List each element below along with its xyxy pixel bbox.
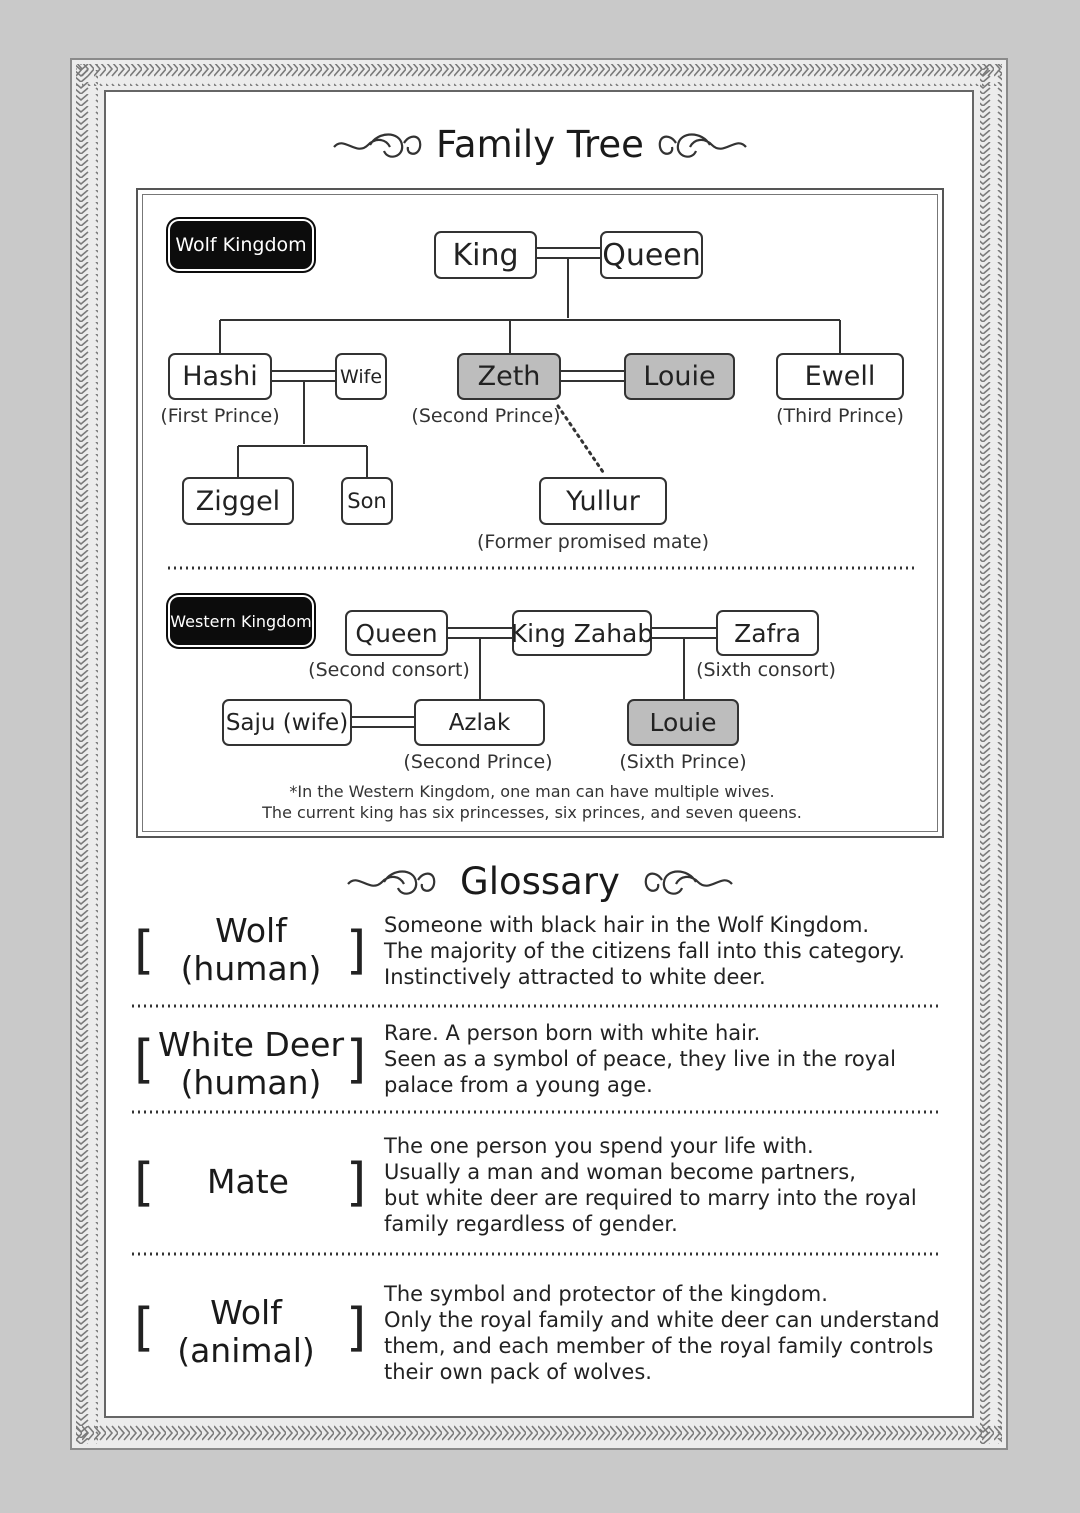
close-bracket-icon: ] xyxy=(346,921,367,981)
close-bracket-icon: ] xyxy=(346,1153,367,1213)
person-azlak: Azlak xyxy=(414,699,545,746)
definition-line: The majority of the citizens fall into this category. xyxy=(384,939,905,963)
term-line1: Wolf xyxy=(210,1293,282,1332)
person-western-queen: Queen xyxy=(345,610,448,656)
definition-line: family regardless of gender. xyxy=(384,1212,678,1236)
term-line2: (human) xyxy=(180,1063,322,1102)
term-line1: White Deer xyxy=(157,1025,345,1064)
definition-line: palace from a young age. xyxy=(384,1073,653,1097)
zeth-role: (Second Prince) xyxy=(411,405,561,427)
person-saju: Saju (wife) xyxy=(222,699,352,746)
term-line1: Mate xyxy=(207,1162,289,1201)
definition-line: them, and each member of the royal family controls xyxy=(384,1334,934,1358)
zafra-role: (Sixth consort) xyxy=(696,659,836,681)
person-louie: Louie xyxy=(624,353,735,400)
western-kingdom-badge: Western Kingdom xyxy=(170,597,312,645)
person-queen: Queen xyxy=(600,231,703,279)
definition-line: but white deer are required to marry into the royal xyxy=(384,1186,917,1210)
open-bracket-icon: [ xyxy=(134,1153,155,1213)
glossary-title: Glossary xyxy=(460,860,620,903)
person-son: Son xyxy=(341,477,393,525)
close-bracket-icon: ] xyxy=(346,1030,367,1090)
person-hashi: Hashi xyxy=(168,353,272,400)
hashi-role: (First Prince) xyxy=(160,405,280,427)
close-bracket-icon: ] xyxy=(346,1298,367,1358)
open-bracket-icon: [ xyxy=(134,1030,155,1090)
western-queen-role: (Second consort) xyxy=(308,659,470,681)
definition-line: Someone with black hair in the Wolf Kingdom. xyxy=(384,913,870,937)
wolf-kingdom-badge: Wolf Kingdom xyxy=(170,221,312,269)
term-line2: (human) xyxy=(180,949,322,988)
person-zeth: Zeth xyxy=(457,353,561,400)
person-ziggel: Ziggel xyxy=(182,477,294,525)
person-wife: Wife xyxy=(335,353,387,400)
person-western-louie: Louie xyxy=(627,699,739,746)
family-tree-title: Family Tree xyxy=(436,123,644,166)
person-yullur: Yullur xyxy=(539,477,667,525)
term-line2: (animal) xyxy=(177,1331,315,1370)
azlak-role: (Second Prince) xyxy=(403,751,553,773)
person-ewell: Ewell xyxy=(776,353,904,400)
definition-line: Rare. A person born with white hair. xyxy=(384,1021,761,1045)
ewell-role: (Third Prince) xyxy=(776,405,904,427)
western-louie-role: (Sixth Prince) xyxy=(619,751,747,773)
definition-line: The one person you spend your life with. xyxy=(384,1134,814,1158)
person-king-zahab: King Zahab xyxy=(512,610,652,656)
term-line1: Wolf xyxy=(215,911,287,950)
person-king: King xyxy=(434,231,537,279)
definition-line: Only the royal family and white deer can understand xyxy=(384,1308,940,1332)
western-note-line1: *In the Western Kingdom, one man can have multiple wives. xyxy=(289,782,775,801)
yullur-role: (Former promised mate) xyxy=(476,531,710,553)
definition-line: Usually a man and woman become partners, xyxy=(384,1160,856,1184)
open-bracket-icon: [ xyxy=(134,1298,155,1358)
definition-line: The symbol and protector of the kingdom. xyxy=(384,1282,828,1306)
definition-line: their own pack of wolves. xyxy=(384,1360,652,1384)
open-bracket-icon: [ xyxy=(134,921,155,981)
western-note-line2: The current king has six princesses, six princes, and seven queens. xyxy=(262,803,802,822)
person-zafra: Zafra xyxy=(716,610,819,656)
definition-line: Instinctively attracted to white deer. xyxy=(384,965,766,989)
definition-line: Seen as a symbol of peace, they live in the royal xyxy=(384,1047,896,1071)
